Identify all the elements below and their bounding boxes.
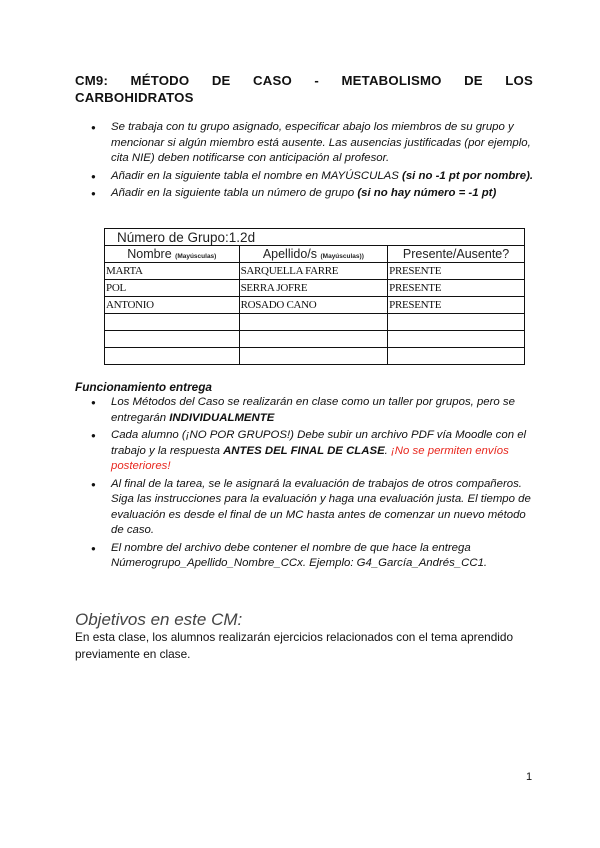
instructions-list — [111, 120, 536, 204]
delivery-heading: Funcionamiento entrega — [75, 380, 212, 394]
warning-text: ¡No se permiten envíos posteriores! — [111, 444, 509, 472]
name-cell[interactable]: ANTONIO — [105, 297, 240, 314]
attendance-cell[interactable] — [388, 348, 525, 365]
group-number-cell[interactable]: Número de Grupo:1.2d — [105, 229, 525, 246]
attendance-cell[interactable] — [388, 331, 525, 348]
delivery-item: ● Cada alumno (¡NO POR GRUPOS!) Debe subir un archivo PDF vía Moodle con el trabajo y la respuesta ANTES DEL FINAL DE CLASE. ¡No se permiten envíos posteriores! — [111, 428, 539, 475]
name-cell[interactable]: MARTA — [105, 263, 240, 280]
instruction-item: ● Añadir en la siguiente tabla un número de grupo (si no hay número = -1 pt) — [111, 186, 536, 202]
objectives-body: En esta clase, los alumnos realizarán ejercicios relacionados con el tema aprendido previamente en clase. — [75, 630, 514, 661]
table-row — [105, 348, 525, 365]
page-number: 1 — [526, 771, 533, 783]
attendance-cell[interactable]: PRESENTE — [388, 280, 525, 297]
attendance-cell[interactable]: PRESENTE — [388, 297, 525, 314]
name-cell[interactable] — [105, 331, 240, 348]
name-cell[interactable]: POL — [105, 280, 240, 297]
page-title-line2: CARBOHIDRATOS — [75, 90, 194, 105]
column-header-apellido: Apellido/s (Mayúsculas)) — [239, 246, 388, 263]
surname-cell[interactable]: ROSADO CANO — [239, 297, 388, 314]
attendance-cell[interactable] — [388, 314, 525, 331]
table-row — [105, 280, 525, 297]
table-row — [105, 263, 525, 280]
name-cell[interactable] — [105, 348, 240, 365]
objectives-heading: Objetivos en este CM: — [75, 610, 243, 629]
column-header-presente: Presente/Ausente? — [388, 246, 525, 263]
delivery-item: ● Al final de la tarea, se le asignará la evaluación de trabajos de otros compañeros. Siga las instrucciones para la evaluación y haga una evaluación justa. El tiempo de evaluación es desde el final de un MC hasta antes de comenzar un nuevo método de caso. — [111, 477, 539, 539]
page-title: CM9: MÉTODO DE CASO - METABOLISMO DE LOS — [75, 73, 533, 88]
delivery-item: ● El nombre del archivo debe contener el nombre de que hace la entrega Númerogrupo_Apellido_Nombre_CCx. Ejemplo: G4_García_Andrés_CC1. — [111, 541, 539, 572]
name-cell[interactable] — [105, 314, 240, 331]
instruction-item: ● Añadir en la siguiente tabla el nombre en MAYÚSCULAS (si no -1 pt por nombre). — [111, 169, 536, 185]
column-header-nombre: Nombre (Mayúsculas) — [105, 246, 240, 263]
table-row — [105, 314, 525, 331]
attendance-cell[interactable]: PRESENTE — [388, 263, 525, 280]
delivery-item: ● Los Métodos del Caso se realizarán en clase como un taller por grupos, pero se entregarán INDIVIDUALMENTE — [111, 395, 539, 426]
table-row — [105, 297, 525, 314]
surname-cell[interactable] — [239, 331, 388, 348]
instruction-item: ● Se trabaja con tu grupo asignado, especificar abajo los miembros de su grupo y mencionar si algún miembro está ausente. Las ausencias justificadas (por ejemplo, cita NIE) deben notificarse con anticipación al profesor. — [111, 120, 536, 167]
surname-cell[interactable] — [239, 314, 388, 331]
delivery-list — [111, 395, 539, 574]
surname-cell[interactable]: SARQUELLA FARRE — [239, 263, 388, 280]
table-row — [105, 331, 525, 348]
surname-cell[interactable]: SERRA JOFRE — [239, 280, 388, 297]
group-table — [104, 228, 525, 365]
surname-cell[interactable] — [239, 348, 388, 365]
